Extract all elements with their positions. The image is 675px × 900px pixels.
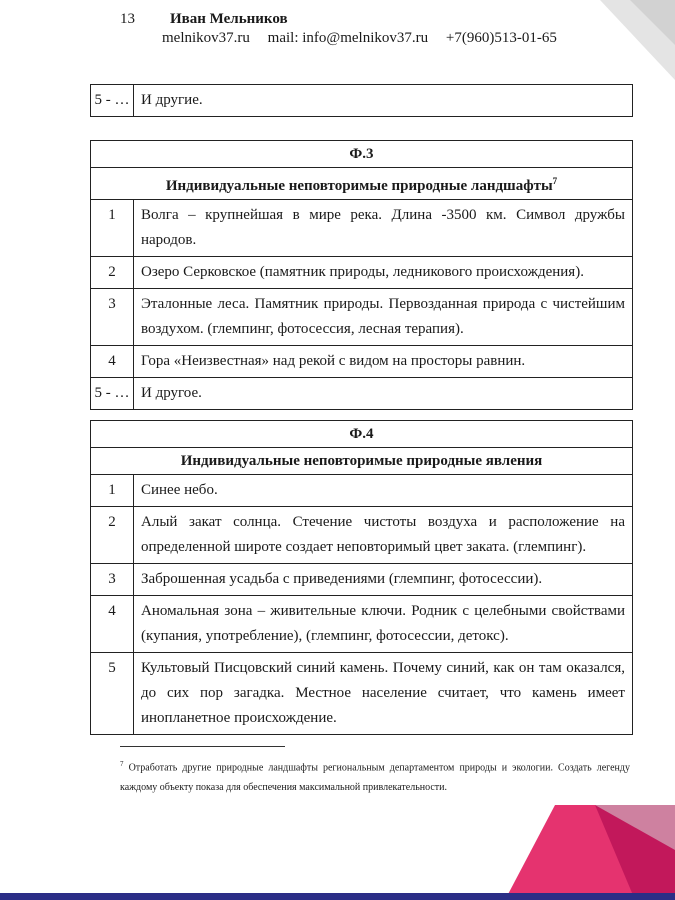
row-text: Культовый Писцовский синий камень. Почему синий, как он там оказался, до сих пор загадка. Местное население считает, что камень имеет инопланетное происхождение.	[134, 653, 633, 735]
table-row	[91, 289, 633, 346]
row-number: 3	[91, 289, 134, 346]
table-row	[91, 378, 633, 410]
table-caption: Ф.4	[91, 421, 633, 448]
footnote	[120, 754, 630, 798]
table-row	[91, 507, 633, 564]
table-subtitle: Индивидуальные неповторимые природные явления	[91, 448, 633, 475]
table-f4-phenomena	[90, 420, 633, 735]
footnote-text: Отработать другие природные ландшафты региональным департаментом природы и экологии. Создать легенду каждому объекту показа для обеспечения максимальной привлекательности.	[120, 762, 630, 794]
row-text: Озеро Серковское (памятник природы, ледникового происхождения).	[134, 257, 633, 289]
table-row	[91, 596, 633, 653]
row-text: Аномальная зона – живительные ключи. Родник с целебными свойствами (купания, употребление), (глемпинг, фотосессии, детокс).	[134, 596, 633, 653]
table-caption-row	[91, 141, 633, 168]
table-row	[91, 475, 633, 507]
row-text: Гора «Неизвестная» над рекой с видом на просторы равнин.	[134, 346, 633, 378]
row-text: Эталонные леса. Памятник природы. Первозданная природа с чистейшим воздухом. (глемпинг, фотосессия, лесная терапия).	[134, 289, 633, 346]
footnote-separator	[120, 746, 285, 747]
table-row	[91, 257, 633, 289]
row-number: 4	[91, 596, 134, 653]
row-text: Алый закат солнца. Стечение чистоты воздуха и расположение на определенной широте создает неповторимый цвет заката. (глемпинг).	[134, 507, 633, 564]
row-number: 5	[91, 653, 134, 735]
website-link[interactable]: melnikov37.ru	[162, 30, 250, 46]
table-subtitle-row	[91, 448, 633, 475]
table-row	[91, 85, 633, 117]
bottom-accent-bar	[0, 893, 675, 900]
table-f3-landscapes	[90, 140, 633, 410]
corner-decoration-top	[600, 0, 675, 80]
table-row	[91, 346, 633, 378]
table-previous-continuation	[90, 84, 633, 117]
row-text: Синее небо.	[134, 475, 633, 507]
contact-line	[162, 29, 571, 48]
row-number: 2	[91, 257, 134, 289]
footnote-number: 7	[120, 760, 124, 768]
row-text: И другое.	[134, 378, 633, 410]
table-subtitle-row	[91, 168, 633, 200]
row-text: И другие.	[134, 85, 633, 117]
row-number: 5 - …	[91, 378, 134, 410]
table-caption-row	[91, 421, 633, 448]
table-row	[91, 653, 633, 735]
footnote-reference[interactable]: 7	[552, 176, 558, 186]
row-text: Заброшенная усадьба с приведениями (глемпинг, фотосессии).	[134, 564, 633, 596]
row-text: Волга – крупнейшая в мире река. Длина -3500 км. Символ дружбы народов.	[134, 200, 633, 257]
row-number: 4	[91, 346, 134, 378]
row-number: 1	[91, 475, 134, 507]
table-row	[91, 564, 633, 596]
phone-number: +7(960)513-01-65	[445, 30, 557, 46]
row-number: 5 - …	[91, 85, 134, 117]
table-subtitle	[91, 168, 633, 200]
row-number: 1	[91, 200, 134, 257]
corner-decoration-bottom	[445, 790, 675, 900]
author-name: Иван Мельников	[170, 11, 288, 27]
table-caption: Ф.3	[91, 141, 633, 168]
table-subtitle-text: Индивидуальные неповторимые природные ландшафты	[165, 178, 553, 194]
row-number: 3	[91, 564, 134, 596]
row-number: 2	[91, 507, 134, 564]
page-number: 13	[120, 11, 135, 27]
table-row	[91, 200, 633, 257]
email-link[interactable]: mail: info@melnikov37.ru	[267, 30, 429, 46]
